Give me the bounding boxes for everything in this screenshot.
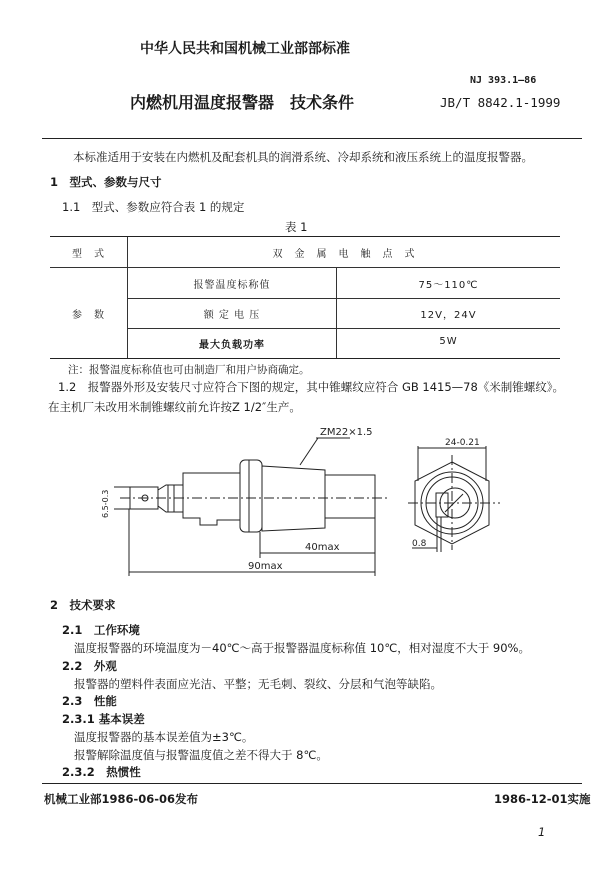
section-2-2: 2.2 外观 — [62, 659, 117, 673]
document-title: 内燃机用温度报警器 技术条件 — [130, 93, 355, 112]
sensor-body — [183, 473, 240, 525]
section-2-1: 2.1 工作环境 — [62, 623, 140, 637]
issued-date: 机械工业部1986-06-06发布 — [44, 792, 199, 806]
param-label: 参 数 — [72, 310, 105, 321]
type-label: 型 式 — [72, 249, 105, 260]
dim-40-label: 40max — [305, 542, 340, 553]
thread-label: ZM22×1.5 — [320, 427, 373, 438]
dim-hex-label: 24-0.21 — [445, 438, 480, 448]
hex-flange — [240, 460, 262, 532]
code-old: NJ 393.1—86 — [470, 75, 537, 86]
param-value: 5W — [439, 336, 458, 347]
code-new: JB/T 8842.1-1999 — [440, 95, 561, 110]
intro-text: 本标准适用于安装在内燃机及配套机具的润滑系统、冷却系统和液压系统上的温度报警器。 — [73, 150, 533, 164]
section-2-2-text: 报警器的塑料件表面应光洁、平整；无毛刺、裂纹、分层和气泡等缺陷。 — [74, 677, 442, 691]
probe-cylinder — [325, 475, 375, 518]
dim-90-label: 90max — [248, 561, 283, 572]
table-note: 注：报警温度标称值也可由制造厂和用户协商确定。 — [68, 364, 310, 376]
section-1-heading: 1 型式、参数与尺寸 — [50, 175, 162, 189]
section-2-1-text: 温度报警器的环境温度为－40℃～高于报警器温度标称值 10℃，相对湿度不大于 90%。 — [74, 641, 530, 655]
section-2-3-2: 2.3.2 热惯性 — [62, 765, 141, 779]
section-2-3: 2.3 性能 — [62, 694, 117, 708]
publisher: 中华人民共和国机械工业部部标准 — [140, 41, 350, 57]
section-1-2-cont: 在主机厂未改用米制锥螺纹前允许按Z 1/2″生产。 — [48, 400, 301, 414]
param-name: 报警温度标称值 — [193, 280, 271, 291]
section-2-3-1-text2: 报警解除温度值与报警温度值之差不得大于 8℃。 — [74, 748, 328, 762]
param-value: 75～110℃ — [418, 280, 479, 291]
footer-rule — [42, 783, 582, 784]
page-number: 1 — [538, 825, 546, 839]
section-1-1: 1.1 型式、参数应符合表 1 的规定 — [62, 200, 245, 214]
section-2-3-1: 2.3.1 基本误差 — [62, 712, 145, 726]
type-value: 双 金 属 电 触 点 式 — [272, 249, 416, 260]
effective-date: 1986-12-01实施 — [494, 792, 591, 806]
param-value: 12V，24V — [420, 310, 477, 321]
table-caption: 表 1 — [285, 220, 308, 234]
dim-gap-label: 0.8 — [412, 539, 427, 549]
section-1-2: 1.2 报警器外形及安装尺寸应符合下图的规定，其中锥螺纹应符合 GB 1415—78《米制锥螺纹》。 — [58, 380, 565, 394]
section-2-heading: 2 技术要求 — [50, 598, 116, 612]
section-2-3-1-text1: 温度报警器的基本误差值为±3℃。 — [74, 730, 254, 744]
dim-terminal-label: 6.5-0.3 — [101, 489, 110, 518]
param-name: 额 定 电 压 — [203, 310, 261, 321]
param-name: 最大负载功率 — [199, 340, 265, 351]
